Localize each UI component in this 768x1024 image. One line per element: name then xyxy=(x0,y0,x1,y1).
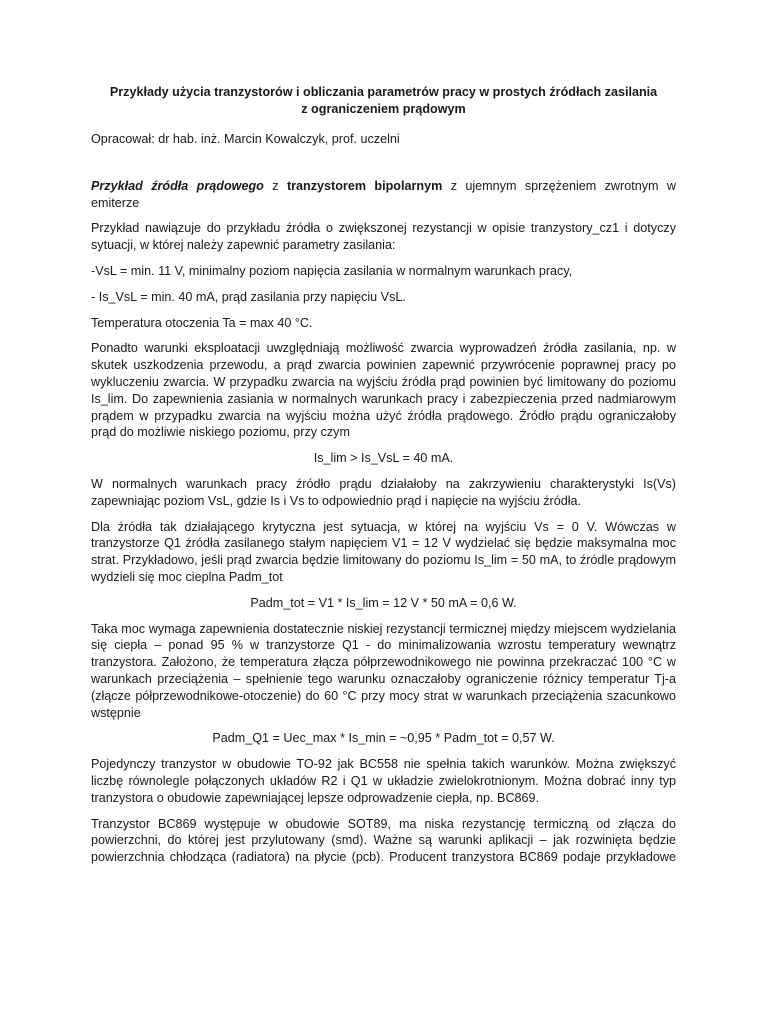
document-title xyxy=(91,84,676,118)
paragraph-is-vsl: - Is_VsL = min. 40 mA, prąd zasilania przy napięciu VsL. xyxy=(91,289,406,304)
paragraph-short-circuit: Ponadto warunki eksploatacji uwzględniają możliwość zwarcia wyprowadzeń źródła zasilania, np. w skutek uszkodzenia przewodu, a prąd zwarcia powinien zapewnić przywrócenie poprawnej pracy po wykluczeniu zwarcia. W przypadku zwarcia na wyjściu źródła prąd powinien być limitowany do poziomu Is_lim. Do zapewnienia zasiania w normalnych warunkach pracy i zabezpieczenia przed nadmiarowym prądem w przypadku zwarcia na wyjściu można użyć źródła prądowego. Źródło prądu ograniczałoby prąd do możliwie niskiego poziomu, przy czym xyxy=(91,341,676,440)
paragraph-bc869: Tranzystor BC869 występuje w obudowie SOT89, ma niska rezystancję termiczną od złącza do powierzchni, do której jest przylutowany (smd). Ważne są warunki aplikacji – jak rozwinięta będzie powierzchnia chłodząca (radiatora) na płycie (pcb). Producent tranzystora BC869 podaje przykładowe xyxy=(91,816,676,865)
paragraph-critical-situation: Dla źródła tak działającego krytyczna jest sytuacja, w której na wyjściu Vs = 0 V. Wówczas w tranzystorze Q1 źródła zasilanego stałym napięciem V1 = 12 V wydzielać się będzie maksymalna moc strat. Przykładowo, jeśli prąd zwarcia będzie limitowany do poziomu Is_lim = 50 mA, to źródle prądowym wydzieli się moc cieplna Padm_tot xyxy=(91,519,676,584)
heading-rest: z ujemnym sprzężeniem zwrotnym w emiterze xyxy=(91,178,677,210)
paragraph-vsl: -VsL = min. 11 V, minimalny poziom napięcia zasilania w normalnym warunkach pracy, xyxy=(91,263,573,278)
title-line-1: Przykłady użycia tranzystorów i obliczania parametrów pracy w prostych źródłach zasilania xyxy=(109,85,658,99)
paragraph-intro: Przykład nawiązuje do przykładu źródła o zwiększonej rezystancji w opisie tranzystory_cz1 i dotyczy sytuacji, w której należy zapewnić parametry zasilania: xyxy=(91,221,676,253)
heading-italic-bold: Przykład źródła prądowego xyxy=(91,178,264,193)
equation-padm-q1: Padm_Q1 = Uec_max * Is_min = ~0,95 * Padm_tot = 0,57 W. xyxy=(212,731,555,746)
equation-padm-tot: Padm_tot = V1 * Is_lim = 12 V * 50 mA = 0,6 W. xyxy=(250,595,517,610)
title-line-2: z ograniczeniem prądowym xyxy=(301,102,466,116)
paragraph-temperature: Temperatura otoczenia Ta = max 40 °C. xyxy=(91,315,313,330)
paragraph-normal-operation: W normalnych warunkach pracy źródło prądu działałoby na zakrzywieniu charakterystyki Is(Vs) zapewniając poziom VsL, gdzie Is i Vs to odpowiednio prąd i napięcie na wyjściu źródła. xyxy=(91,476,676,508)
section-heading xyxy=(91,178,676,212)
heading-bold: tranzystorem bipolarnym xyxy=(286,178,443,193)
heading-middle: z xyxy=(263,178,287,193)
equation-is-lim: Is_lim > Is_VsL = 40 mA. xyxy=(313,451,454,466)
author-line: Opracował: dr hab. inż. Marcin Kowalczyk, prof. uczelni xyxy=(91,132,400,146)
paragraph-to92: Pojedynczy tranzystor w obudowie TO-92 jak BC558 nie spełnia takich warunków. Można zwiększyć liczbę równolegle połączonych układów R2 i Q1 w układzie zwielokrotnionym. Można dobrać inny typ tranzystora o obudowie zapewniającej lepsze odprowadzenie ciepła, np. BC869. xyxy=(91,757,676,805)
document-page xyxy=(91,84,676,875)
paragraph-thermal-resistance: Taka moc wymaga zapewnienia dostatecznie niskiej rezystancji termicznej między miejscem wydzielania się ciepła – ponad 95 % w tranzystorze Q1 - do minimalizowania wzrostu temperatury wewnątrz tranzystora. Założono, że temperatura złącza półprzewodnikowego nie powinna przekraczać 100 °C w warunkach przeciążenia – spełnienie tego warunku oznaczałoby ograniczenie różnicy temperatur Tj-a (złącze półprzewodnikowe-otoczenie) do 60 °C przy mocy strat w warunkach przeciążenia szacunkowo wstępnie xyxy=(91,621,676,720)
